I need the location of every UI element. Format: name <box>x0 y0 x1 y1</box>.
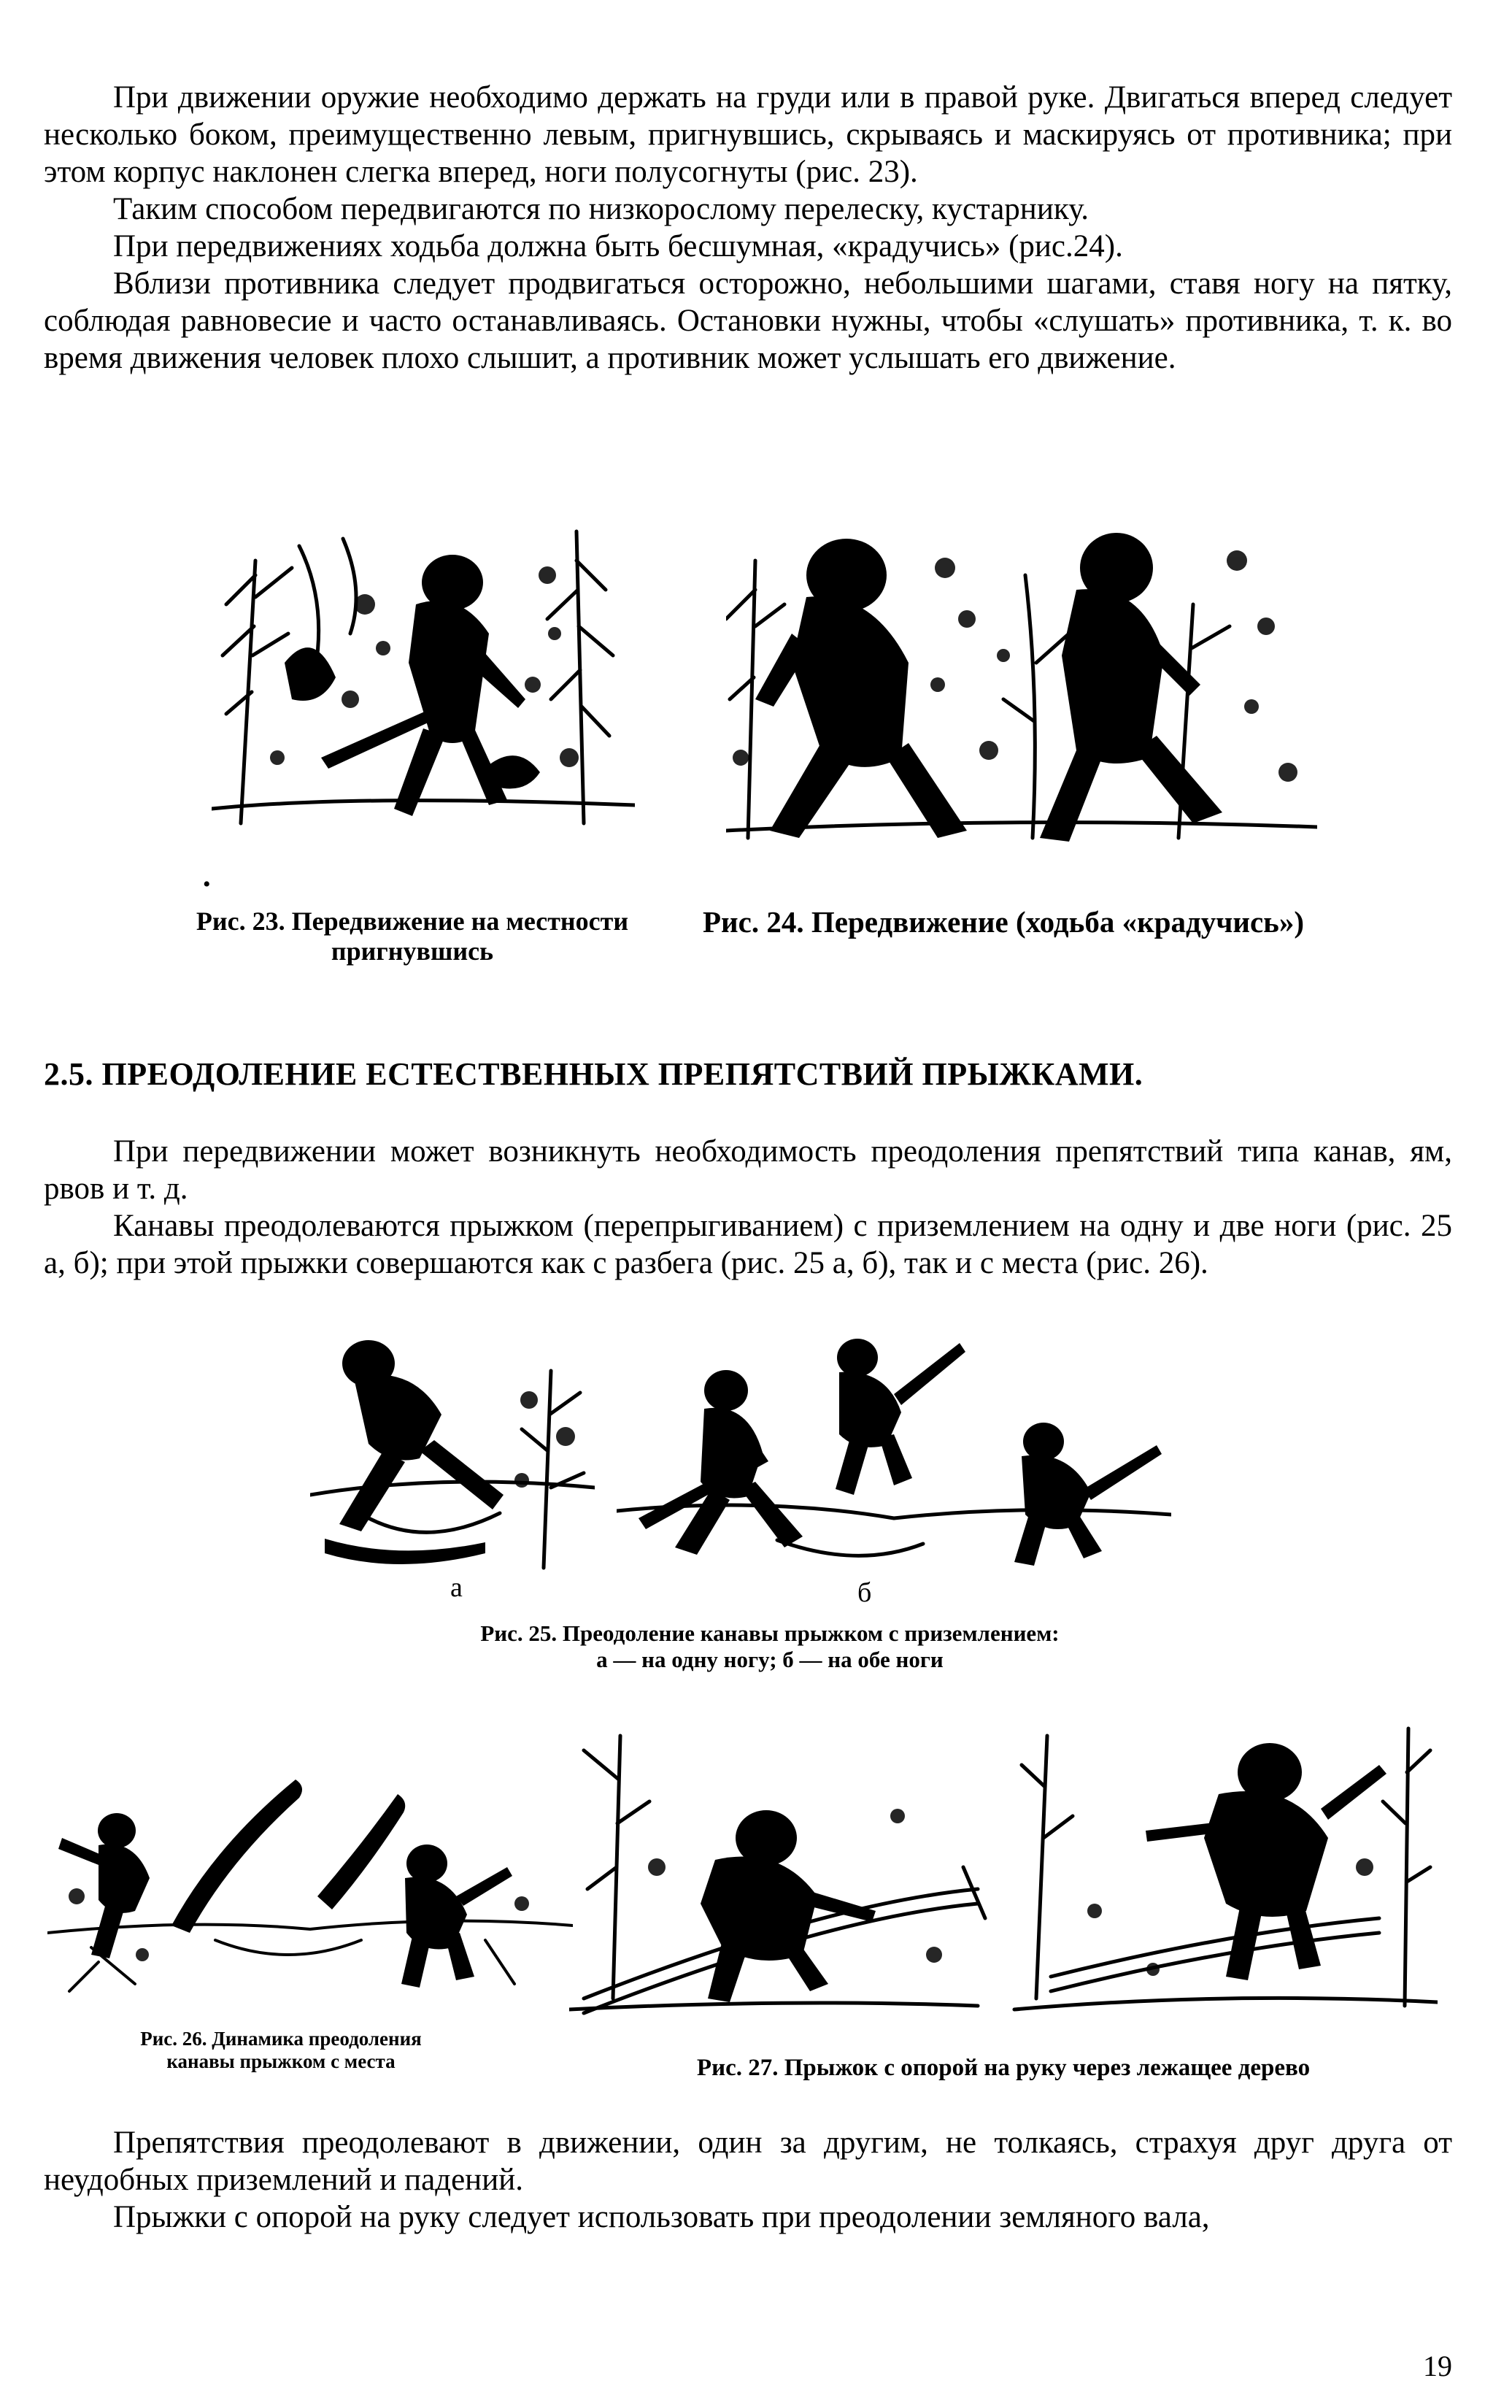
paragraph: При передвижениях ходьба должна быть бесшумная, «крадучись» (рис.24). <box>113 229 1123 264</box>
figure-24-illustration <box>726 517 1317 853</box>
figure-26-illustration <box>47 1721 573 1999</box>
figure-23-caption: Рис. 23. Передвижение на местности пригнувшись <box>196 907 629 966</box>
paragraph: Канавы преодолеваются прыжком (перепрыгиванием) с приземлением на одну и две ноги (рис. 25 а, б); при этой прыжки совершаются как с разбега (рис. 25 а, б), так и с места (рис. 26). <box>44 1209 1452 1280</box>
paragraph: Прыжки с опорой на руку следует использовать при преодолении земляного вала, <box>113 2200 1210 2234</box>
figure-26-caption: Рис. 26. Динамика преодоления канавы прыжком с места <box>140 2028 422 2073</box>
paragraph: При движении оружие необходимо держать на груди или в правой руке. Двигаться вперед следует несколько боком, преимущественно левым, пригнувшись, скрываясь и маскируясь от противника; при этом корпус наклонен слегка вперед, ноги полусогнуты (рис. 23). <box>44 80 1452 189</box>
paragraph: Препятствия преодолевают в движении, один за другим, не толкаясь, страхуя друг друга от неудобных приземлений и падений. <box>44 2126 1452 2197</box>
figure-25-label-a: а <box>450 1572 463 1603</box>
figure-25-caption <box>314 1620 1226 1672</box>
figure-25-caption-line-1: Рис. 25. Преодоление канавы прыжком с приземлением: <box>480 1620 1060 1646</box>
scan-speck: • <box>203 872 211 896</box>
figure-25a-illustration <box>310 1334 595 1575</box>
obstacles-text <box>44 1133 1452 1282</box>
section-heading: 2.5. ПРЕОДОЛЕНИЕ ЕСТЕСТВЕННЫХ ПРЕПЯТСТВИЙ ПРЫЖКАМИ. <box>44 1056 1143 1092</box>
paragraph: Вблизи противника следует продвигаться осторожно, небольшими шагами, ставя ногу на пятку, соблюдая равновесие и часто останавливаясь. Остановки нужны, чтобы «слушать» противника, т. к. во время движения человек плохо слышит, а противник может услышать его движение. <box>44 266 1452 375</box>
paragraph: При передвижении может возникнуть необходимость преодоления препятствий типа канав, ям, рвов и т. д. <box>44 1134 1452 1206</box>
intro-text <box>44 79 1452 377</box>
page-number: 19 <box>1423 2350 1452 2382</box>
figure-23-illustration <box>212 517 635 838</box>
figure-27-caption: Рис. 27. Прыжок с опорой на руку через лежащее дерево <box>696 2055 1311 2081</box>
figure-25b-illustration <box>617 1328 1171 1577</box>
figure-25-label-b: б <box>857 1577 872 1608</box>
figure-24-caption: Рис. 24. Передвижение (ходьба «крадучись») <box>702 905 1305 939</box>
paragraph: Таким способом передвигаются по низкорослому перелеску, кустарнику. <box>113 192 1089 226</box>
closing-text <box>44 2124 1452 2236</box>
figure-27-illustration <box>569 1721 1438 2028</box>
figure-25-caption-line-2: а — на одну ногу; б — на обе ноги <box>596 1646 944 1672</box>
